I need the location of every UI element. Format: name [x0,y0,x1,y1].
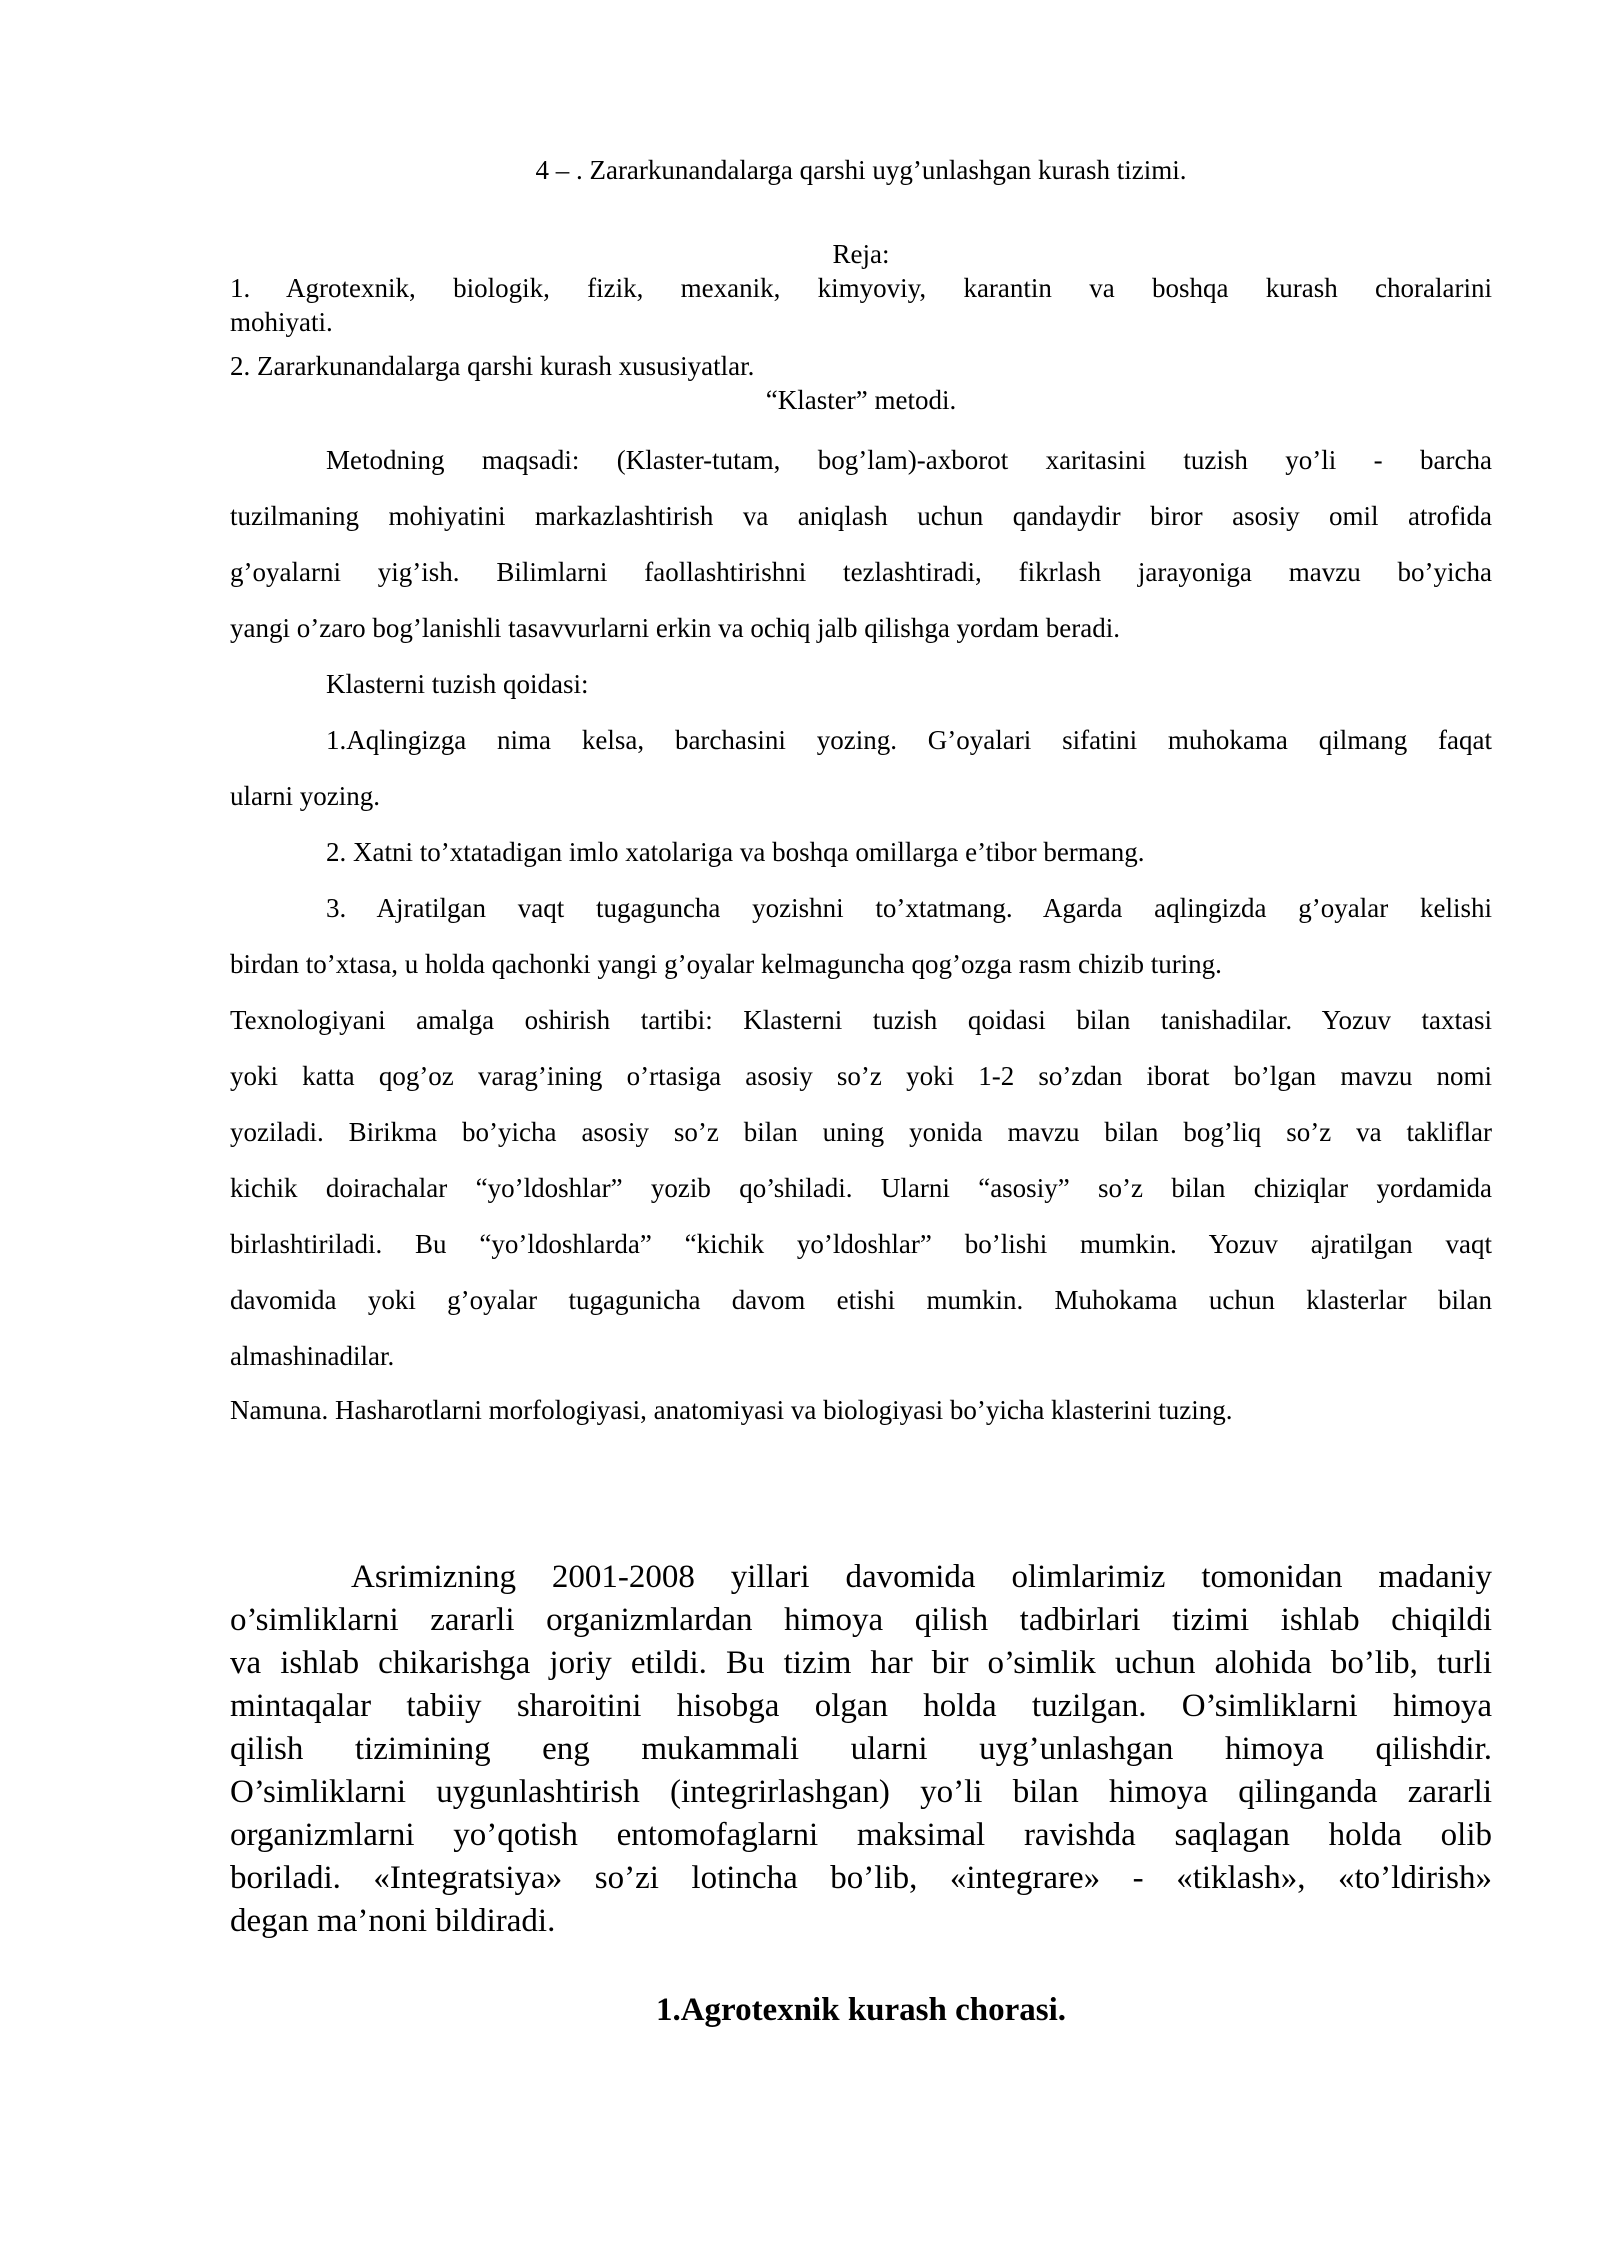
plan-item-2: 2. Zararkunandalarga qarshi kurash xususiyatlar. [230,351,755,381]
main-paragraph-line: qilish tizimining eng mukammali ularni uyg’unlashgan himoya qilishdir. [230,1731,1492,1767]
rules-heading: Klasterni tuzish qoidasi: [326,669,589,699]
main-paragraph-line: boriladi. «Integratsiya» so’zi lotincha bo’lib, «integrare» - «tiklash», «to’ldirish» [230,1860,1492,1896]
main-paragraph-line: o’simliklarni zararli organizmlardan himoya qilish tadbirlari tizimi ishlab chiqildi [230,1602,1492,1638]
purpose-line: g’oyalarni yig’ish. Bilimlarni faollashtirishni tezlashtiradi, fikrlash jarayoniga mavzu bo’yicha [230,557,1492,587]
rule-3-line: 3. Ajratilgan vaqt tugaguncha yozishni to’xtatmang. Agarda aqlingizda g’oyalar kelishi [326,893,1492,923]
main-paragraph-line: Asrimizning 2001-2008 yillari davomida olimlarimiz tomonidan madaniy [351,1559,1492,1595]
method-heading: “Klaster” metodi. [765,385,957,415]
technology-line: yoziladi. Birikma bo’yicha asosiy so’z bilan uning yonida mavzu bilan bog’liq so’z va takliflar [230,1117,1492,1147]
rule-3-line: birdan to’xtasa, u holda qachonki yangi g’oyalar kelmaguncha qog’ozga rasm chizib turing. [230,949,1222,979]
rule-2: 2. Xatni to’xtatadigan imlo xatolariga va boshqa omillarga e’tibor bermang. [326,837,1145,867]
purpose-line: Metodning maqsadi: (Klaster-tutam, bog’lam)-axborot xaritasini tuzish yo’li - barcha [326,445,1492,475]
main-paragraph-line: O’simliklarni uygunlashtirish (integrirlashgan) yo’li bilan himoya qilinganda zararli [230,1774,1492,1810]
technology-line: almashinadilar. [230,1341,395,1371]
main-paragraph-line: mintaqalar tabiiy sharoitini hisobga olgan holda tuzilgan. O’simliklarni himoya [230,1688,1492,1724]
plan-heading: Reja: [832,239,890,269]
section-heading: 1.Agrotexnik kurash chorasi. [655,1992,1067,2028]
plan-item-1-line-2: mohiyati. [230,307,333,337]
document-title: 4 – . Zararkunandalarga qarshi uyg’unlashgan kurash tizimi. [535,155,1187,185]
technology-line: yoki katta qog’oz varag’ining o’rtasiga asosiy so’z yoki 1-2 so’zdan iborat bo’lgan mavzu nomi [230,1061,1492,1091]
purpose-line: tuzilmaning mohiyatini markazlashtirish va aniqlash uchun qandaydir biror asosiy omil atrofida [230,501,1492,531]
purpose-line: yangi o’zaro bog’lanishli tasavvurlarni erkin va ochiq jalb qilishga yordam beradi. [230,613,1120,643]
rule-1-line: 1.Aqlingizga nima kelsa, barchasini yozing. G’oyalari sifatini muhokama qilmang faqat [326,725,1492,755]
main-paragraph-line: organizmlarni yo’qotish entomofaglarni maksimal ravishda saqlagan holda olib [230,1817,1492,1853]
example-line: Namuna. Hasharotlarni morfologiyasi, anatomiyasi va biologiyasi bo’yicha klasterini tuzing. [230,1395,1233,1425]
technology-line: davomida yoki g’oyalar tugagunicha davom etishi mumkin. Muhokama uchun klasterlar bilan [230,1285,1492,1315]
technology-line: kichik doirachalar “yo’ldoshlar” yozib qo’shiladi. Ularni “asosiy” so’z bilan chiziqlar yordamida [230,1173,1492,1203]
plan-item-1-line-1: 1. Agrotexnik, biologik, fizik, mexanik, kimyoviy, karantin va boshqa kurash choralarini [230,273,1492,303]
technology-line: birlashtiriladi. Bu “yo’ldoshlarda” “kichik yo’ldoshlar” bo’lishi mumkin. Yozuv ajratilgan vaqt [230,1229,1492,1259]
rule-1-line: ularni yozing. [230,781,380,811]
technology-line: Texnologiyani amalga oshirish tartibi: Klasterni tuzish qoidasi bilan tanishadilar. Yozuv taxtasi [230,1005,1492,1035]
main-paragraph-line: degan ma’noni bildiradi. [230,1903,556,1939]
main-paragraph-line: va ishlab chikarishga joriy etildi. Bu tizim har bir o’simlik uchun alohida bo’lib, turli [230,1645,1492,1681]
